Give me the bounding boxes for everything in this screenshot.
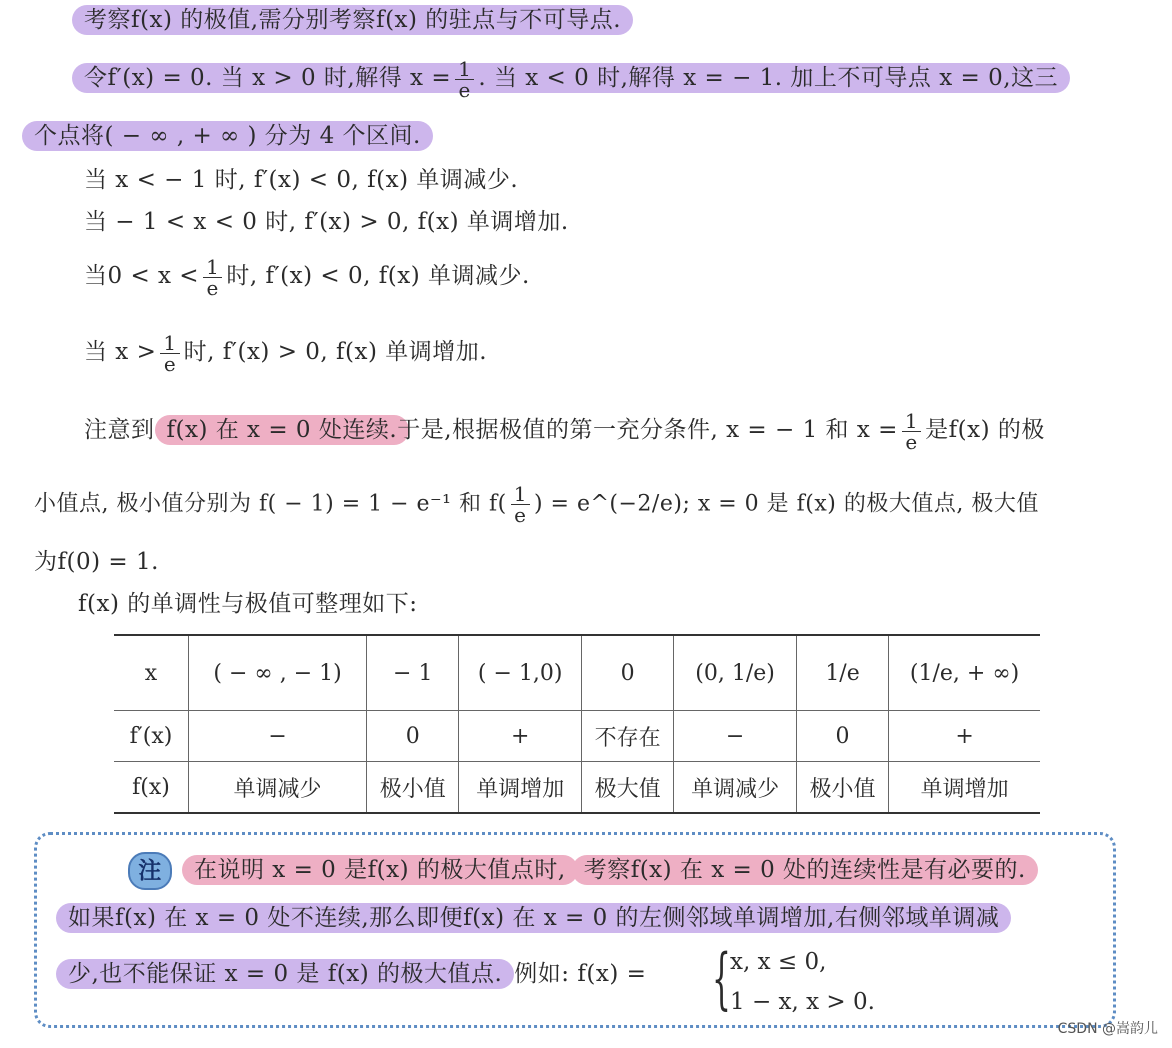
text-line-4: 当 x < − 1 时, f′(x) < 0, f(x) 单调减少. [84,167,519,193]
fraction-denominator: e [206,275,219,300]
table-cell: 极大值 [582,762,674,814]
note-line-1 [128,850,1026,890]
fraction [511,484,530,525]
table-cell: x [114,635,189,711]
text-line-10: 为f(0) = 1. [34,549,159,575]
text-segment: 当0 < x < [84,263,200,289]
fraction-numerator: 1 [511,484,530,505]
fraction [160,330,179,376]
fraction [203,254,222,300]
highlight: 如果f(x) 在 x = 0 处不连续,那么即便f(x) 在 x = 0 的左侧邻域单调增加,右侧邻域单调减 [56,903,1011,933]
text-line-9 [34,484,1039,525]
fraction-denominator: e [458,77,471,102]
piecewise-case-1: x, x ≤ 0, [730,949,827,975]
table-cell: 极小值 [796,762,888,814]
text-line-6 [84,256,530,298]
table-cell: 单调增加 [459,762,582,814]
fraction [902,408,921,454]
table-cell: 单调增加 [889,762,1040,814]
table-cell: 0 [796,711,888,762]
table-cell: (0, 1/e) [674,635,797,711]
table-cell: 0 [367,711,459,762]
fraction-numerator: 1 [902,411,921,432]
text-segment: 是f(x) 的极 [925,417,1045,443]
table-cell: 不存在 [582,711,674,762]
table-cell: 1/e [796,635,888,711]
table-cell: ( − 1,0) [459,635,582,711]
table-cell: 单调减少 [189,762,367,814]
highlight: 在说明 x = 0 是f(x) 的极大值点时, [182,855,578,885]
table-row [114,635,1040,711]
text-segment: . 当 x < 0 时,解得 x = − 1. 加上不可导点 x = 0,这三 [478,65,1059,91]
monotonicity-table [114,634,1040,814]
fraction-numerator: 1 [160,333,179,354]
text-line-5: 当 − 1 < x < 0 时, f′(x) > 0, f(x) 单调增加. [84,209,569,235]
text-segment: 小值点, 极小值分别为 f( − 1) = 1 − e⁻¹ 和 f( [34,491,507,517]
text-segment: 时, f′(x) < 0, f(x) 单调减少. [226,263,530,289]
fraction-denominator: e [905,429,918,454]
table-cell: 极小值 [367,762,459,814]
text-segment: 注意到 [84,417,155,443]
fraction-denominator: e [163,351,177,376]
note-line-2 [68,898,999,938]
table-cell: + [459,711,582,762]
text-line-8 [84,410,1045,452]
table-cell: f′(x) [114,711,189,762]
note-line-3 [68,954,646,994]
highlight: 考察f(x) 的极值,需分别考察f(x) 的驻点与不可导点. [72,5,633,35]
table-cell: ( − ∞ , − 1) [189,635,367,711]
text-segment: 令f′(x) = 0. 当 x > 0 时,解得 x = [84,65,452,91]
table-row [114,762,1040,814]
table-cell: + [889,711,1040,762]
table-row [114,711,1040,762]
text-line-2 [84,58,1058,100]
note-badge: 注 [128,852,172,890]
highlight [72,56,1070,102]
table-cell: (1/e, + ∞) [889,635,1040,711]
table-cell: 单调减少 [674,762,797,814]
text-segment: ) = e^(−2/e); x = 0 是 f(x) 的极大值点, 极大值 [533,491,1039,517]
fraction-numerator: 1 [203,257,222,278]
fraction-numerator: 1 [455,59,474,80]
highlight: 个点将( − ∞ , + ∞ ) 分为 4 个区间. [22,121,433,151]
highlight: 少,也不能保证 x = 0 是 f(x) 的极大值点. [56,959,514,989]
text-line-11: f(x) 的单调性与极值可整理如下: [78,591,418,617]
text-line-3 [34,116,421,156]
table-cell: − [674,711,797,762]
text-line-7 [84,332,487,374]
table-cell: 0 [582,635,674,711]
table-cell: − [189,711,367,762]
watermark: CSDN @嵩韵儿 [1057,1021,1158,1037]
text-segment: 于是,根据极值的第一充分条件, x = − 1 和 x = [397,417,898,443]
fraction [455,56,474,102]
highlight: f(x) 在 x = 0 处连续. [155,415,410,445]
text-segment: 时, f′(x) > 0, f(x) 单调增加. [183,339,488,365]
brace-icon: { [712,940,731,1017]
text-line-1 [84,0,621,40]
text-segment: 当 x > [84,339,157,365]
fraction-denominator: e [514,503,527,527]
piecewise-case-2: 1 − x, x > 0. [730,989,875,1015]
table-cell: − 1 [367,635,459,711]
highlight: 考察f(x) 在 x = 0 处的连续性是有必要的. [572,855,1038,885]
text-segment: 例如: f(x) = [514,961,647,987]
table-cell: f(x) [114,762,189,814]
